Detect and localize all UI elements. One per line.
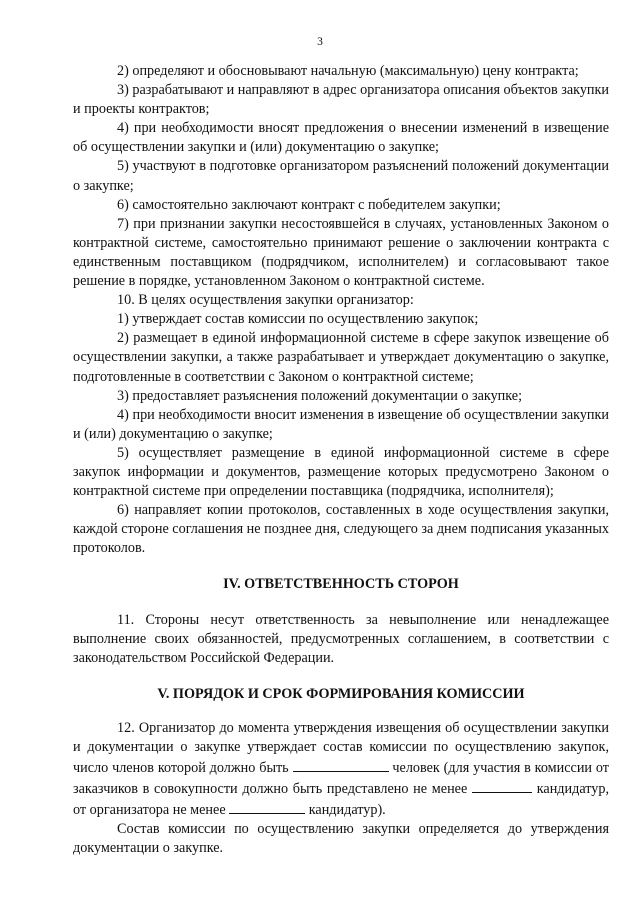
paragraph-text: кандидатур). (308, 802, 386, 819)
blank-line (472, 778, 532, 793)
paragraph: 2) размещает в единой информационной системе в сфере закупок извещение об осуществлении закупки, а также разрабатывает и утверждает документацию о закупке, подготовленные в соответствии с Законом о контрактной системе; (73, 330, 609, 385)
paragraph: 3) разрабатывают и направляют в адрес организатора описания объектов закупки и проекты контрактов; (73, 82, 609, 118)
blank-line (229, 799, 305, 814)
paragraph: 1) утверждает состав комиссии по осуществлению закупок; (117, 311, 479, 328)
paragraph: 4) при необходимости вносит изменения в извещение об осуществлении закупки и (или) документацию о закупке; (73, 406, 609, 442)
paragraph: 4) при необходимости вносят предложения о внесении изменений в извещение об осуществлении закупки и (или) документацию о закупке; (73, 120, 609, 156)
paragraph-text: 12. Организатор до момента утверждения извещения об осуществлении закупки и документации о закупке утверждает состав комиссии по осуществлению закупок, число членов которой должно быть (73, 719, 609, 777)
paragraph-text: кандидатур, от организатора не менее (73, 781, 610, 819)
paragraph: 2) определяют и обосновывают начальную (максимальную) цену контракта; (117, 63, 579, 79)
paragraph: 6) самостоятельно заключают контракт с победителем закупки; (117, 196, 501, 213)
paragraph: 5) осуществляет размещение в единой информационной системе в сфере закупок информации и документов, размещение которых предусмотрено Законом о контрактной системе при определении поставщика (подрядчика, исполнителя); (73, 444, 609, 500)
page-number: 3 (317, 36, 323, 48)
blank-line (293, 757, 389, 772)
paragraph: 6) направляет копии протоколов, составленных в ходе осуществления закупки, каждой стороне соглашения не позднее дня, следующего за днем подписания указанных протоколов. (73, 502, 609, 557)
paragraph: 10. В целях осуществления закупки организатор: (117, 292, 414, 309)
paragraph: Состав комиссии по осуществлению закупки определяется до утверждения документации о закупке. (73, 821, 609, 857)
paragraph: 7) при признании закупки несостоявшейся в случаях, установленных Законом о контрактной системе, самостоятельно принимают решение о заключении контракта с единственным поставщиком (подрядчиком, исполнителем) и согласовывают такое решение в порядке, установленном Законом о контрактной системе. (73, 215, 609, 290)
paragraph: 3) предоставляет разъяснения положений документации о закупке; (117, 387, 523, 404)
paragraph-commission-composition (73, 719, 609, 820)
paragraph-text: человек (для участия в комиссии от заказчиков в совокупности должно быть представлено не менее (73, 760, 609, 798)
document-body (73, 62, 609, 859)
paragraph: 11. Стороны несут ответственность за невыполнение или ненадлежащее выполнение своих обязанностей, предусмотренных соглашением, в соответствии с законодательством Российской Федерации. (73, 611, 609, 666)
section-heading-responsibility: IV. ОТВЕТСТВЕННОСТЬ СТОРОН (223, 576, 459, 593)
section-heading-commission: V. ПОРЯДОК И СРОК ФОРМИРОВАНИЯ КОМИССИИ (157, 685, 525, 702)
paragraph: 5) участвуют в подготовке организатором разъяснений положений документации о закупке; (73, 158, 609, 194)
